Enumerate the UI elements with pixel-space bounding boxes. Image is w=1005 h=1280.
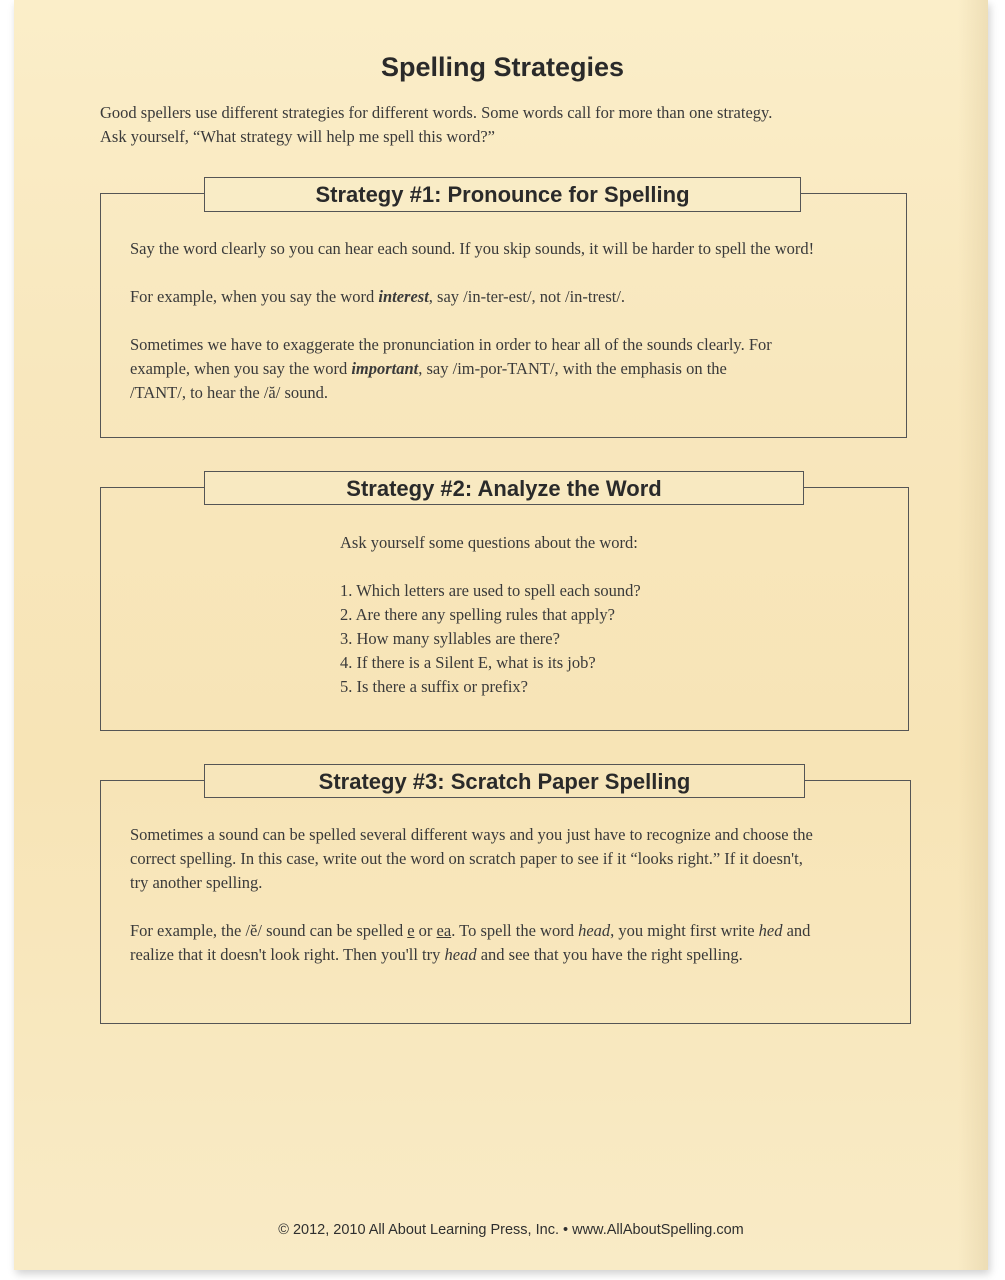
strategy-1-p2-before: For example, when you say the word xyxy=(130,287,379,306)
example-word-head: head xyxy=(578,921,611,940)
strategy-1-p3-line-2b: , say /im-por-TANT/, with the emphasis on the xyxy=(418,359,727,378)
strategy-3-box xyxy=(100,780,911,1024)
strategy-1-paragraph-1: Say the word clearly so you can hear each sound. If you skip sounds, it will be harder to spell the word! xyxy=(130,239,815,258)
strategy-3-p2-line-2a: realize that it doesn't look right. Then you'll try xyxy=(130,945,445,964)
example-word-important: important xyxy=(351,359,419,378)
strategy-1-paragraph-2 xyxy=(130,285,890,309)
intro-line-2: Ask yourself, “What strategy will help me spell this word?” xyxy=(100,127,495,146)
spelling-e: e xyxy=(407,921,415,940)
strategy-1-p3-line-2a: example, when you say the word xyxy=(130,359,352,378)
intro-line-1: Good spellers use different strategies for different words. Some words call for more than one strategy. xyxy=(100,103,773,122)
strategy-1-p3-line-3: /TANT/, to hear the /ă/ sound. xyxy=(130,383,329,402)
strategy-3-p2-c: , you might first write xyxy=(610,921,759,940)
page-edge-shade xyxy=(958,0,988,1270)
strategy-3-p1-line-2: correct spelling. In this case, write out the word on scratch paper to see if it “looks right.” If it doesn't, xyxy=(130,849,803,868)
strategy-3-p2-b: . To spell the word xyxy=(451,921,579,940)
list-item: 1. Which letters are used to spell each sound? xyxy=(340,581,641,600)
strategy-1-p3-line-1: Sometimes we have to exaggerate the pronunciation in order to hear all of the sounds clearly. For xyxy=(130,335,772,354)
intro-text xyxy=(100,101,900,149)
strategy-2-question-list xyxy=(340,579,860,699)
strategy-3-p2-or: or xyxy=(414,921,437,940)
strategy-1-p2-after: , say /in-ter-est/, not /in-trest/. xyxy=(428,287,626,306)
list-item: 5. Is there a suffix or prefix? xyxy=(340,677,529,696)
strategy-3-p2-a: For example, the /ĕ/ sound can be spelled xyxy=(130,921,408,940)
example-word-head-2: head xyxy=(444,945,477,964)
spelling-ea: ea xyxy=(436,921,452,940)
strategy-3-p1-line-1: Sometimes a sound can be spelled several different ways and you just have to recognize and choose the xyxy=(130,825,813,844)
example-word-interest: interest xyxy=(378,287,429,306)
example-word-hed: hed xyxy=(758,921,783,940)
list-item: 2. Are there any spelling rules that apply? xyxy=(340,605,615,624)
strategy-3-p2-d: and xyxy=(782,921,811,940)
page-title: Spelling Strategies xyxy=(380,52,625,82)
strategy-3-paragraph-2 xyxy=(130,919,905,967)
strategy-3-p2-line-2b: and see that you have the right spelling. xyxy=(476,945,743,964)
strategy-3-heading: Strategy #3: Scratch Paper Spelling xyxy=(204,764,805,798)
strategy-3-paragraph-1 xyxy=(130,823,905,895)
strategy-2-lead: Ask yourself some questions about the word: xyxy=(340,533,638,552)
strategy-2-heading: Strategy #2: Analyze the Word xyxy=(204,471,804,505)
strategy-1-paragraph-3 xyxy=(130,333,900,405)
copyright-footer: © 2012, 2010 All About Learning Press, Inc. • www.AllAboutSpelling.com xyxy=(278,1222,744,1238)
list-item: 4. If there is a Silent E, what is its job? xyxy=(340,653,596,672)
list-item: 3. How many syllables are there? xyxy=(340,629,560,648)
strategy-3-p1-line-3: try another spelling. xyxy=(130,873,263,892)
strategy-1-heading: Strategy #1: Pronounce for Spelling xyxy=(204,177,801,212)
